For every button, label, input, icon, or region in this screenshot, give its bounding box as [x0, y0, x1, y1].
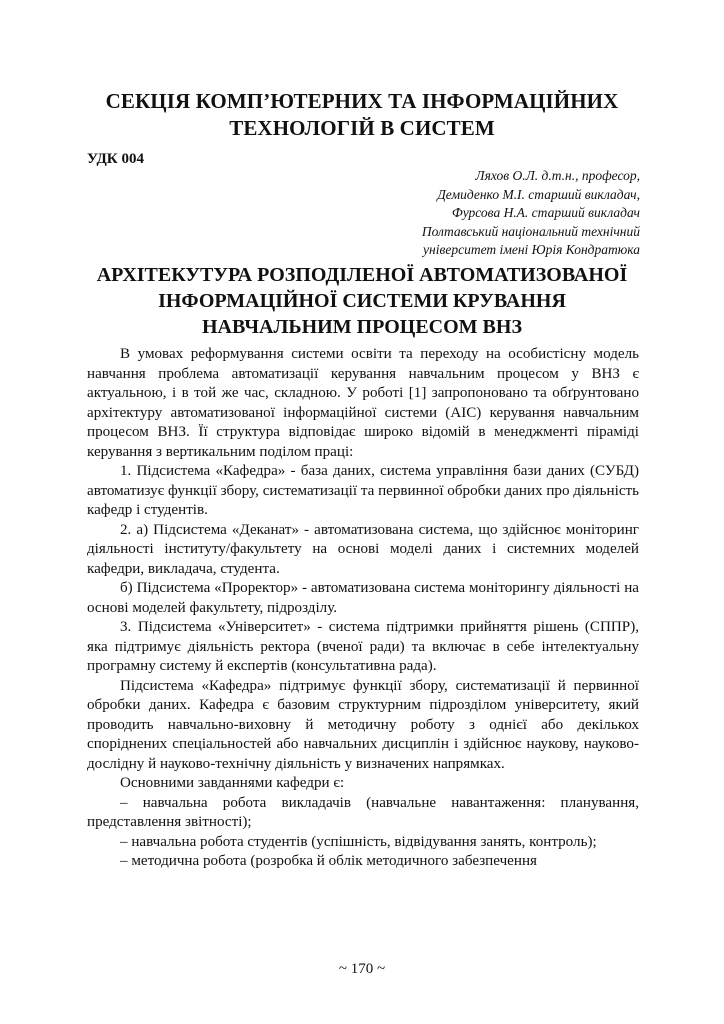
article-title-line: ІНФОРМАЦІЙНОЇ СИСТЕМИ КРУВАННЯ: [158, 290, 566, 312]
author-line: Демиденко М.І. старший викладач,: [437, 186, 640, 202]
list-item: 3. Підсистема «Університет» - система підтримки прийняття рішень (СППР), яка підтримує діяльність ректора (вченої ради) та включає в себе інтелектуальну програмну систему й експертів (консультативна рада).: [87, 619, 639, 674]
dash-list-item: – навчальна робота викладачів (навчальне навантаження: планування, представлення звітності);: [87, 794, 639, 830]
list-item: 1. Підсистема «Кафедра» - база даних, система управління бази даних (СУБД) автоматизує функції збору, систематизації та первинної обробки даних про діяльність кафедр і студентів.: [87, 463, 639, 518]
list-item: 2. а) Підсистема «Деканат» - автоматизована система, що здійснює моніторинг діяльності інституту/факультету на основі моделі даних і системних моделей кафедри, викладача, студента.: [87, 521, 639, 577]
section-title-line: СЕКЦІЯ КОМП’ЮТЕРНИХ ТА ІНФОРМАЦІЙНИХ: [105, 89, 619, 113]
article-body: [87, 345, 639, 872]
section-title: [60, 88, 664, 142]
author-block: [422, 167, 640, 260]
body-paragraph: Основними завданнями кафедри є:: [120, 775, 345, 791]
body-paragraph: В умовах реформування системи освіти та переходу на особистісну модель навчання проблема автоматизації керування навчальним процесом у ВНЗ є актуальною, і в той же час, складною. У роботі [1] запропоновано та обґрунтовано архітектуру автоматизованої інформаційної системи (АІС) керування навчальним процесом ВНЗ. Її структура відповідає широко відомій в менеджменті піраміді керування з вертикальним поділом праці:: [87, 346, 639, 460]
body-paragraph: Підсистема «Кафедра» підтримує функції збору, систематизації й первинної обробки даних. Кафедра є базовим структурним підрозділом університету, який проводить навчально-виховну й методичну роботу з однієї або декількох споріднених спеціальностей або навчальних дисциплін і здійснює наукову, науково-дослідну й науково-технічну діяльність у визначених напрямках.: [87, 677, 639, 772]
affiliation-line: Полтавський національний технічний: [421, 223, 640, 239]
author-line: Ляхов О.Л. д.т.н., професор,: [475, 168, 640, 183]
section-title-line: ТЕХНОЛОГІЙ В СИСТЕМ: [229, 116, 495, 140]
list-item: б) Підсистема «Проректор» - автоматизована система моніторингу діяльності на основі моделей факультету, підрозділу.: [87, 580, 639, 616]
dash-list-item: – навчальна робота студентів (успішність, відвідування занять, контроль);: [120, 833, 597, 850]
article-title-line: АРХІТЕКУТУРА РОЗПОДІЛЕНОЇ АВТОМАТИЗОВАНОЇ: [96, 264, 628, 286]
page-number: ~ 170 ~: [338, 961, 386, 977]
author-line: Фурсова Н.А. старший викладач: [451, 205, 640, 220]
article-title: [60, 262, 664, 340]
affiliation-line: університет імені Юрія Кондратюка: [423, 242, 640, 257]
dash-list-item: – методична робота (розробка й облік методичного забезпечення: [120, 853, 537, 869]
udk-code: УДК 004: [87, 151, 144, 167]
article-title-line: НАВЧАЛЬНИМ ПРОЦЕСОМ ВНЗ: [201, 316, 523, 338]
